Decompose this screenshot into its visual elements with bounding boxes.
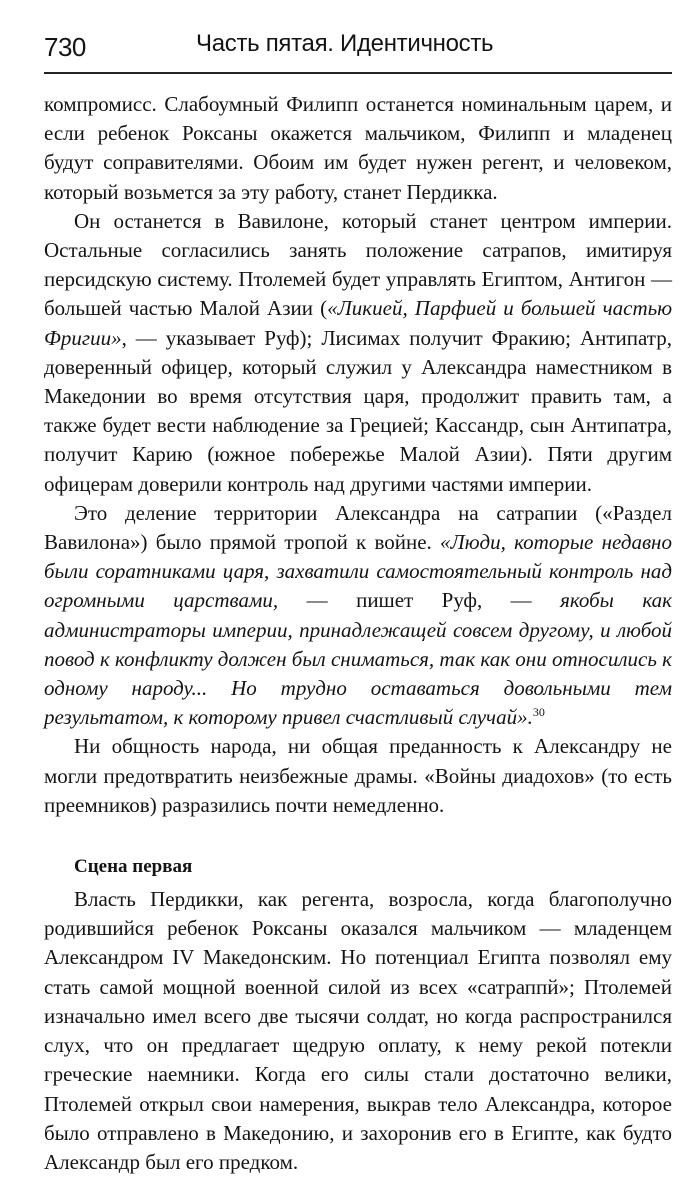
running-title: Часть пятая. Идентичность — [196, 30, 494, 57]
footnote-marker: 30 — [532, 705, 545, 720]
paragraph-1: компромисс. Слабоумный Филипп останется номинальным царем, и если ребенок Роксаны окажется мальчиком, Филипп и младенец будут соправителями. Обоим им будет нужен регент, и человеком, который возьмется за эту работу, станет Пердикка. — [44, 92, 672, 204]
paragraph-2-text-a: Он останется в Вавилоне, который станет центром империи. Остальные согласились занять положение сатрапов, имитируя персидскую систему. Птолемей будет управлять Египтом, Антигон — большей частью Малой Азии ( — [44, 208, 672, 321]
section-heading: Сцена первая — [74, 856, 193, 878]
paragraph-3 — [44, 499, 672, 733]
paragraph-2-text-c: , — указывает Руф); Лисимах получит Фракию; Антипатр, доверенный офицер, который служил у Александра наместником в Македонии во время отсутствия царя, продолжит править там, а также будет вести наблюдение за Грецией; Кассандр, сын Антипатра, получит Карию (южное побережье Малой Азии). Пяти другим офицерам доверили контроль над другими частями империи. — [44, 325, 672, 496]
page-header — [44, 26, 672, 70]
paragraph-2 — [44, 207, 672, 499]
page-number: 730 — [44, 32, 86, 62]
paragraph-4: Ни общность народа, ни общая преданность к Александру не могли предотвратить неизбежные драмы. «Войны диадохов» (то есть преемников) разразились почти немедленно. — [44, 734, 672, 817]
paragraph-3-text-a: Это деление территории Александра на сатрапии («Раздел Вавилона») было прямой тропой к войне. — [44, 500, 672, 555]
paragraph-2-quote: «Ликией, Парфией и большей частью Фригии» — [44, 296, 673, 350]
paragraph-5: Власть Пердикки, как регента, возросла, когда благополучно родившийся ребенок Роксаны оказался мальчиком — младенцем Александром IV Македонским. Но потенциал Египта позволял ему стать самой мощной военной силой из всех «сатраппй»; Птолемей изначально имел всего две тысячи солдат, но когда распространился слух, что он предлагает щедрую оплату, к нему рекой потекли греческие наемники. Когда его силы стали достаточно велики, Птолемей открыл свои намерения, выкрав тело Александра, которое было отправлено в Македонию, и захоронив его в Египте, как будто Александр был его предком. — [44, 887, 672, 1174]
paragraph-3-text-c: — пишет Руф, — — [278, 588, 561, 613]
paragraph-3-quote-1: «Люди, которые недавно были соратниками царя, захватили самостоятельный контроль над огромными царствами, — [44, 530, 672, 613]
header-rule — [44, 72, 672, 74]
paragraph-3-quote-2: якобы как администраторы империи, принадлежащей совсем другому, и любой повод к конфликту должен был сниматься, так как они относились к одному народу... Но трудно оставаться довольными тем результатом, к которому привел счастливый случай». — [44, 588, 672, 730]
page-body — [44, 90, 672, 1177]
